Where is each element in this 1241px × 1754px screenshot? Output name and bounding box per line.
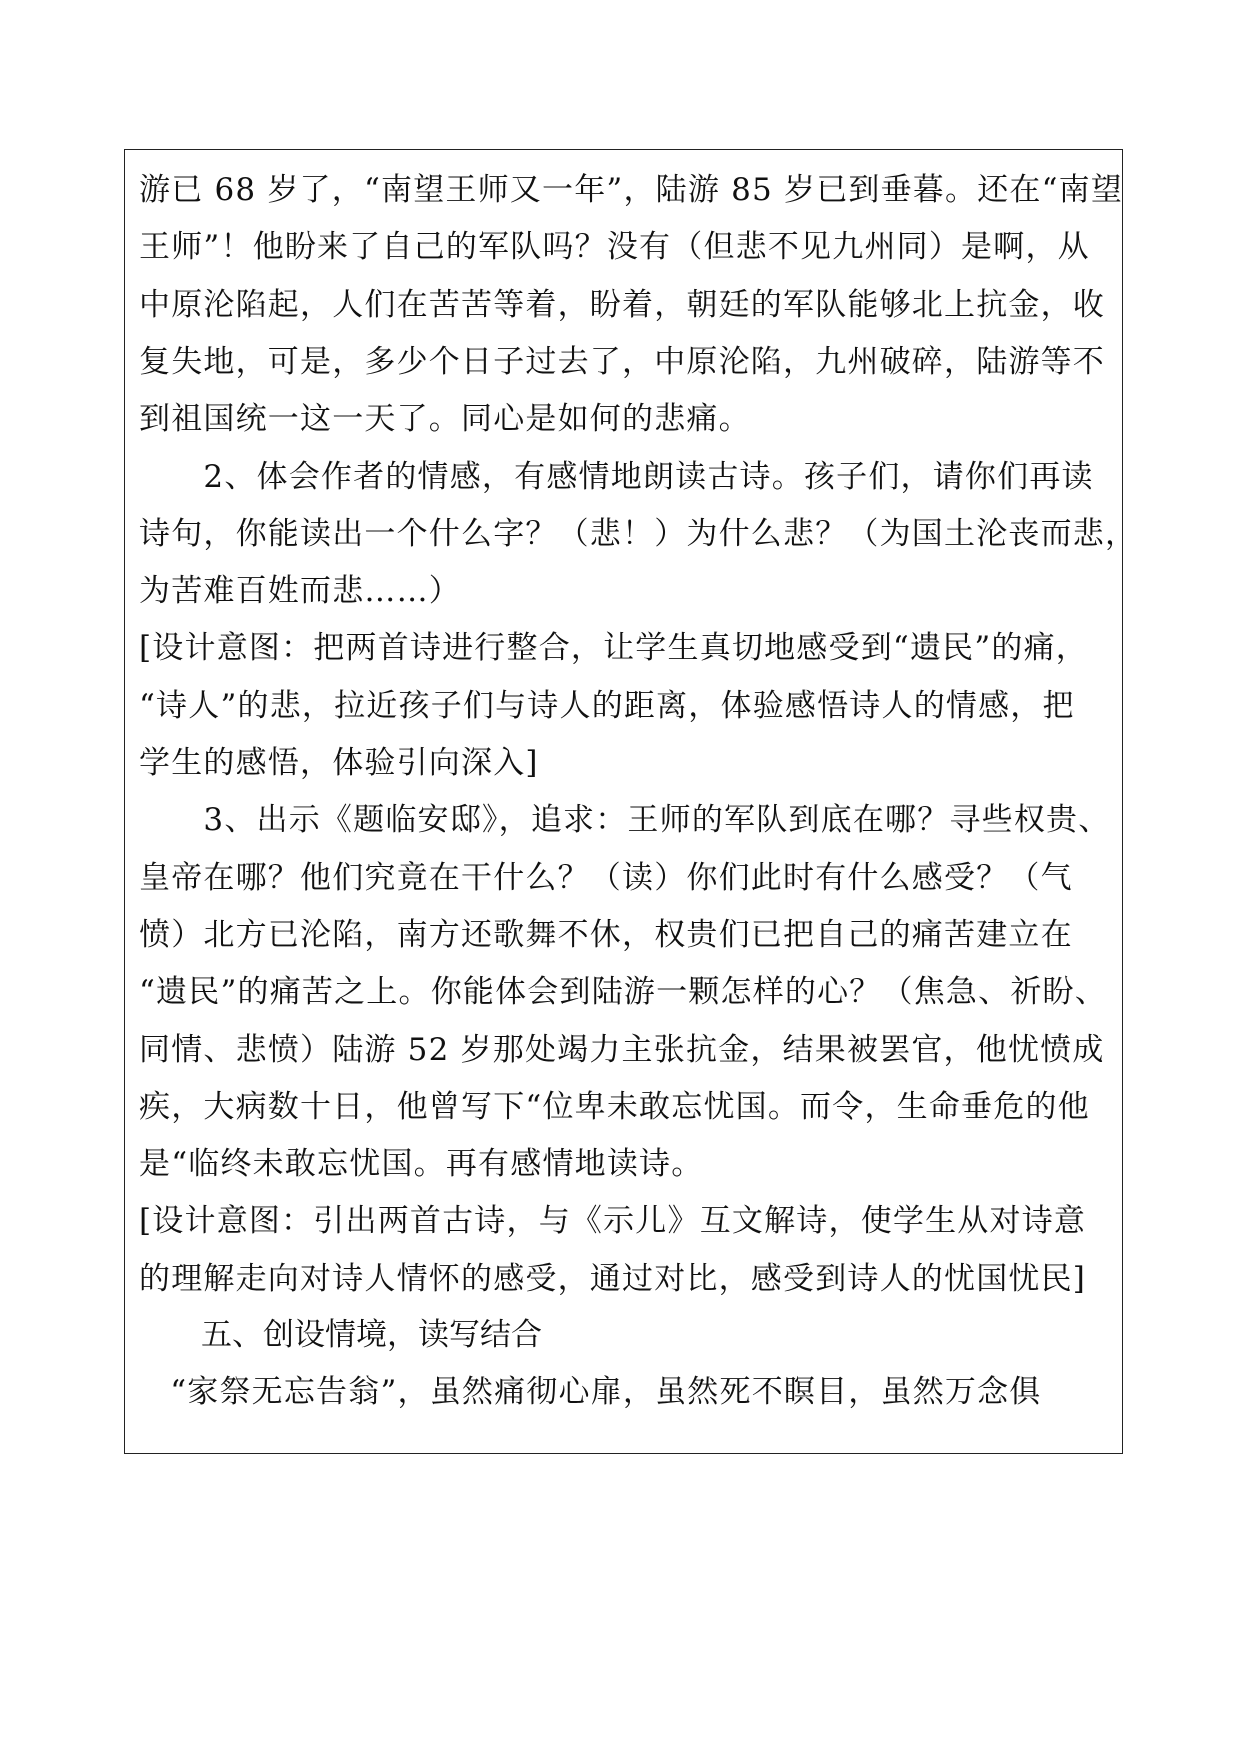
text-line: 2、体会作者的情感，有感情地朗读古诗。孩子们，请你们再读	[139, 459, 1094, 495]
text-line: 同情、悲愤）陆游 52 岁那处竭力主张抗金，结果被罢官，他忧愤成	[139, 1032, 1105, 1068]
text-line: “遗民”的痛苦之上。你能体会到陆游一颗怎样的心？（焦急、祈盼、	[139, 974, 1107, 1010]
design-intent-line: 的理解走向对诗人情怀的感受，通过对比，感受到诗人的忧国忧民]	[139, 1261, 1087, 1297]
text-line: 为苦难百姓而悲……）	[139, 573, 461, 609]
text-line: 愤）北方已沦陷，南方还歌舞不休，权贵们已把自己的痛苦建立在	[139, 917, 1073, 953]
text-line: 到祖国统一这一天了。同心是如何的悲痛。	[139, 401, 751, 437]
text-line: 皇帝在哪？他们究竟在干什么？（读）你们此时有什么感受？（气	[139, 860, 1073, 896]
document-table-cell	[124, 149, 1138, 1454]
text-line: 诗句，你能读出一个什么字？（悲！）为什么悲？（为国土沦丧而悲，	[139, 516, 1138, 552]
text-line: 复失地，可是，多少个日子过去了，中原沦陷，九州破碎，陆游等不	[139, 344, 1105, 380]
text-line: “家祭无忘告翁”，虽然痛彻心扉，虽然死不瞑目，虽然万念俱	[138, 1374, 1042, 1410]
text-line: 是“临终未敢忘忧国。再有感情地读诗。	[139, 1146, 704, 1182]
design-intent-line: 学生的感悟，体验引向深入]	[139, 745, 539, 781]
design-intent-line: [设计意图：把两首诗进行整合，让学生真切地感受到“遗民”的痛，	[139, 630, 1088, 666]
text-line: 游已 68 岁了，“南望王师又一年”，陆游 85 岁已到垂暮。还在“南望	[139, 172, 1124, 208]
design-intent-line: “诗人”的悲，拉近孩子们与诗人的距离，体验感悟诗人的情感，把	[139, 688, 1075, 724]
text-line: 中原沦陷起，人们在苦苦等着，盼着，朝廷的军队能够北上抗金，收	[139, 287, 1105, 323]
text-line: 3、出示《题临安邸》，追求：王师的军队到底在哪？寻些权贵、	[139, 802, 1111, 838]
section-heading: 五、创设情境，读写结合	[201, 1317, 542, 1353]
text-line: 王师”！他盼来了自己的军队吗？没有（但悲不见九州同）是啊，从	[139, 229, 1090, 265]
text-line: 疾，大病数十日，他曾写下“位卑未敢忘忧国。而令，生命垂危的他	[139, 1089, 1090, 1125]
design-intent-line: [设计意图：引出两首古诗，与《示儿》互文解诗，使学生从对诗意	[139, 1203, 1087, 1239]
